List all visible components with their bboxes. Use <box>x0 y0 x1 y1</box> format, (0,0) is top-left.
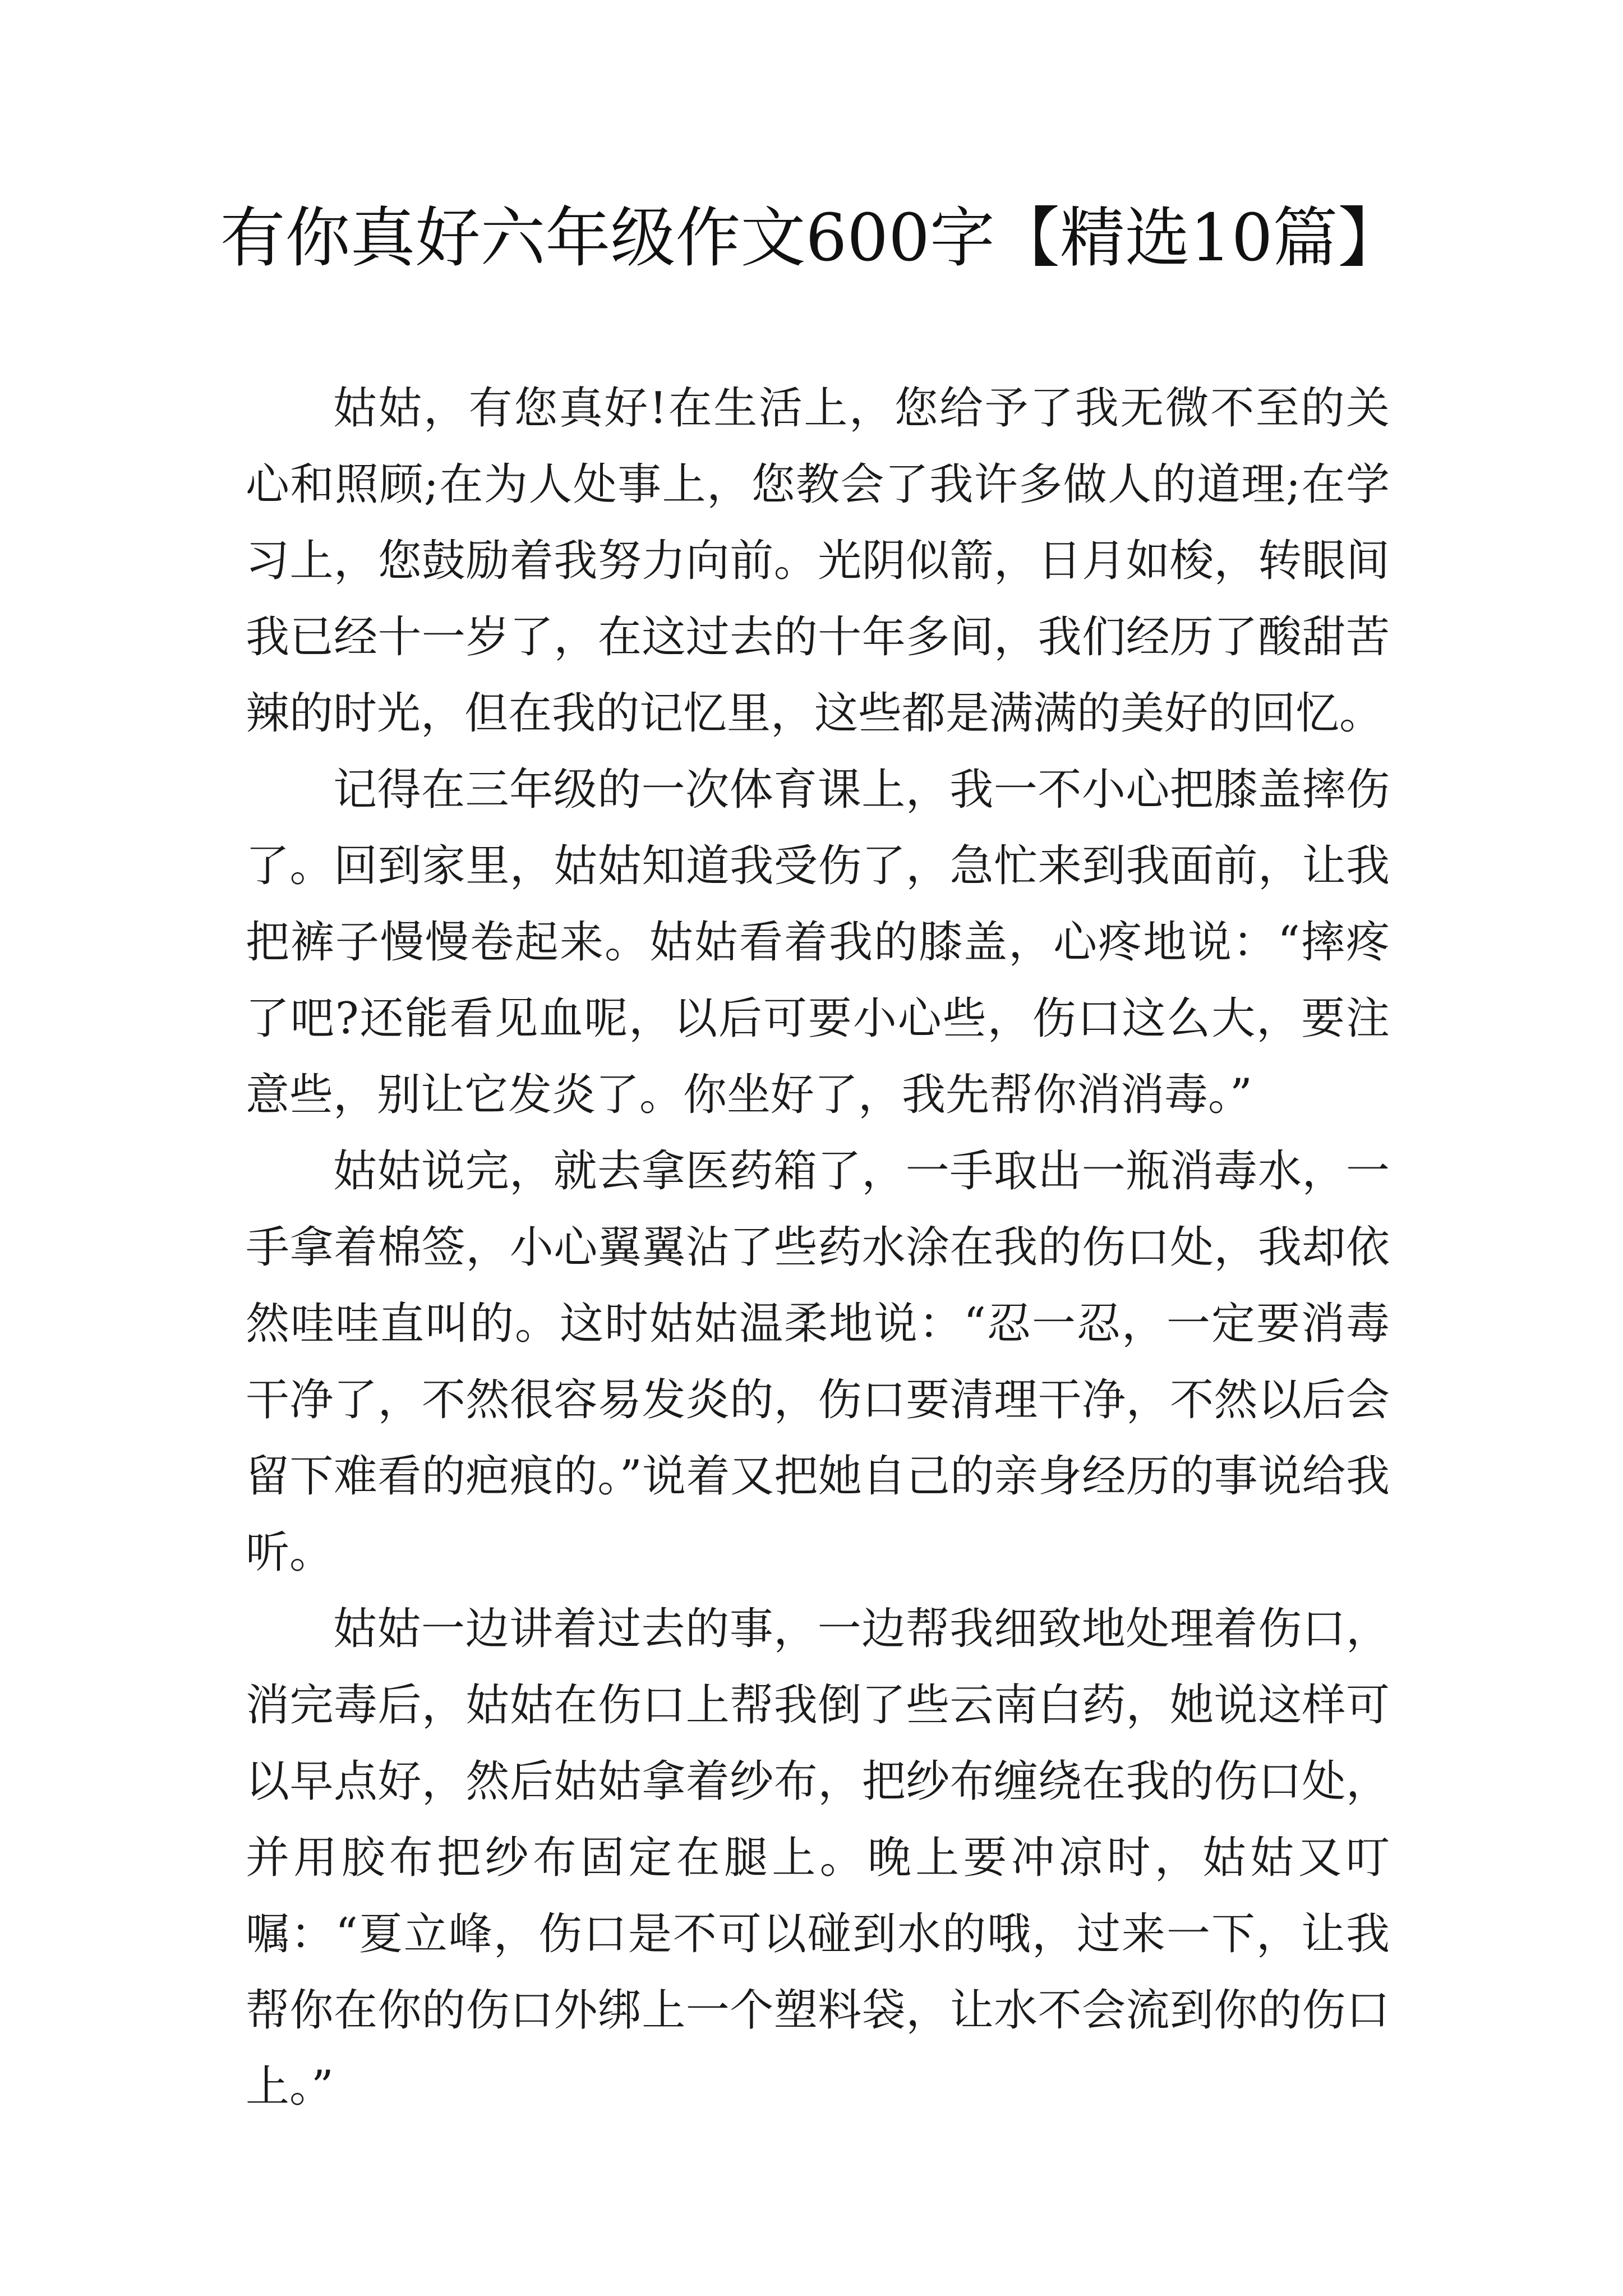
paragraph-2: 记得在三年级的一次体育课上，我一不小心把膝盖摔伤了。回到家里，姑姑知道我受伤了，急忙来到我面前，让我把裤子慢慢卷起来。姑姑看着我的膝盖，心疼地说：“摔疼了吧?还能看见血呢，以后可要小心些，伤口这么大，要注意些，别让它发炎了。你坐好了，我先帮你消消毒。” <box>246 765 1390 1120</box>
paragraph-3: 姑姑说完，就去拿医药箱了，一手取出一瓶消毒水，一手拿着棉签，小心翼翼沾了些药水涂在我的伤口处，我却依然哇哇直叫的。这时姑姑温柔地说：“忍一忍，一定要消毒干净了，不然很容易发炎的，伤口要清理干净，不然以后会留下难看的疤痕的。”说着又把她自己的亲身经历的事说给我听。 <box>246 1146 1390 1578</box>
paragraph-1: 姑姑，有您真好!在生活上，您给予了我无微不至的关心和照顾;在为人处事上，您教会了我许多做人的道理;在学习上，您鼓励着我努力向前。光阴似箭，日月如梭，转眼间我已经十一岁了，在这过去的十年多间，我们经历了酸甜苦辣的时光，但在我的记忆里，这些都是满满的美好的回忆。 <box>246 383 1390 739</box>
document-body <box>246 370 1390 2125</box>
document-title: 有你真好六年级作文600字【精选10篇】 <box>220 200 1403 276</box>
paragraph-4: 姑姑一边讲着过去的事，一边帮我细致地处理着伤口，消完毒后，姑姑在伤口上帮我倒了些云南白药，她说这样可以早点好，然后姑姑拿着纱布，把纱布缠绕在我的伤口处，并用胶布把纱布固定在腿上。晚上要冲凉时，姑姑又叮嘱：“夏立峰，伤口是不可以碰到水的哦，过来一下，让我帮你在你的伤口外绑上一个塑料袋，让水不会流到你的伤口上。” <box>246 1604 1390 2112</box>
